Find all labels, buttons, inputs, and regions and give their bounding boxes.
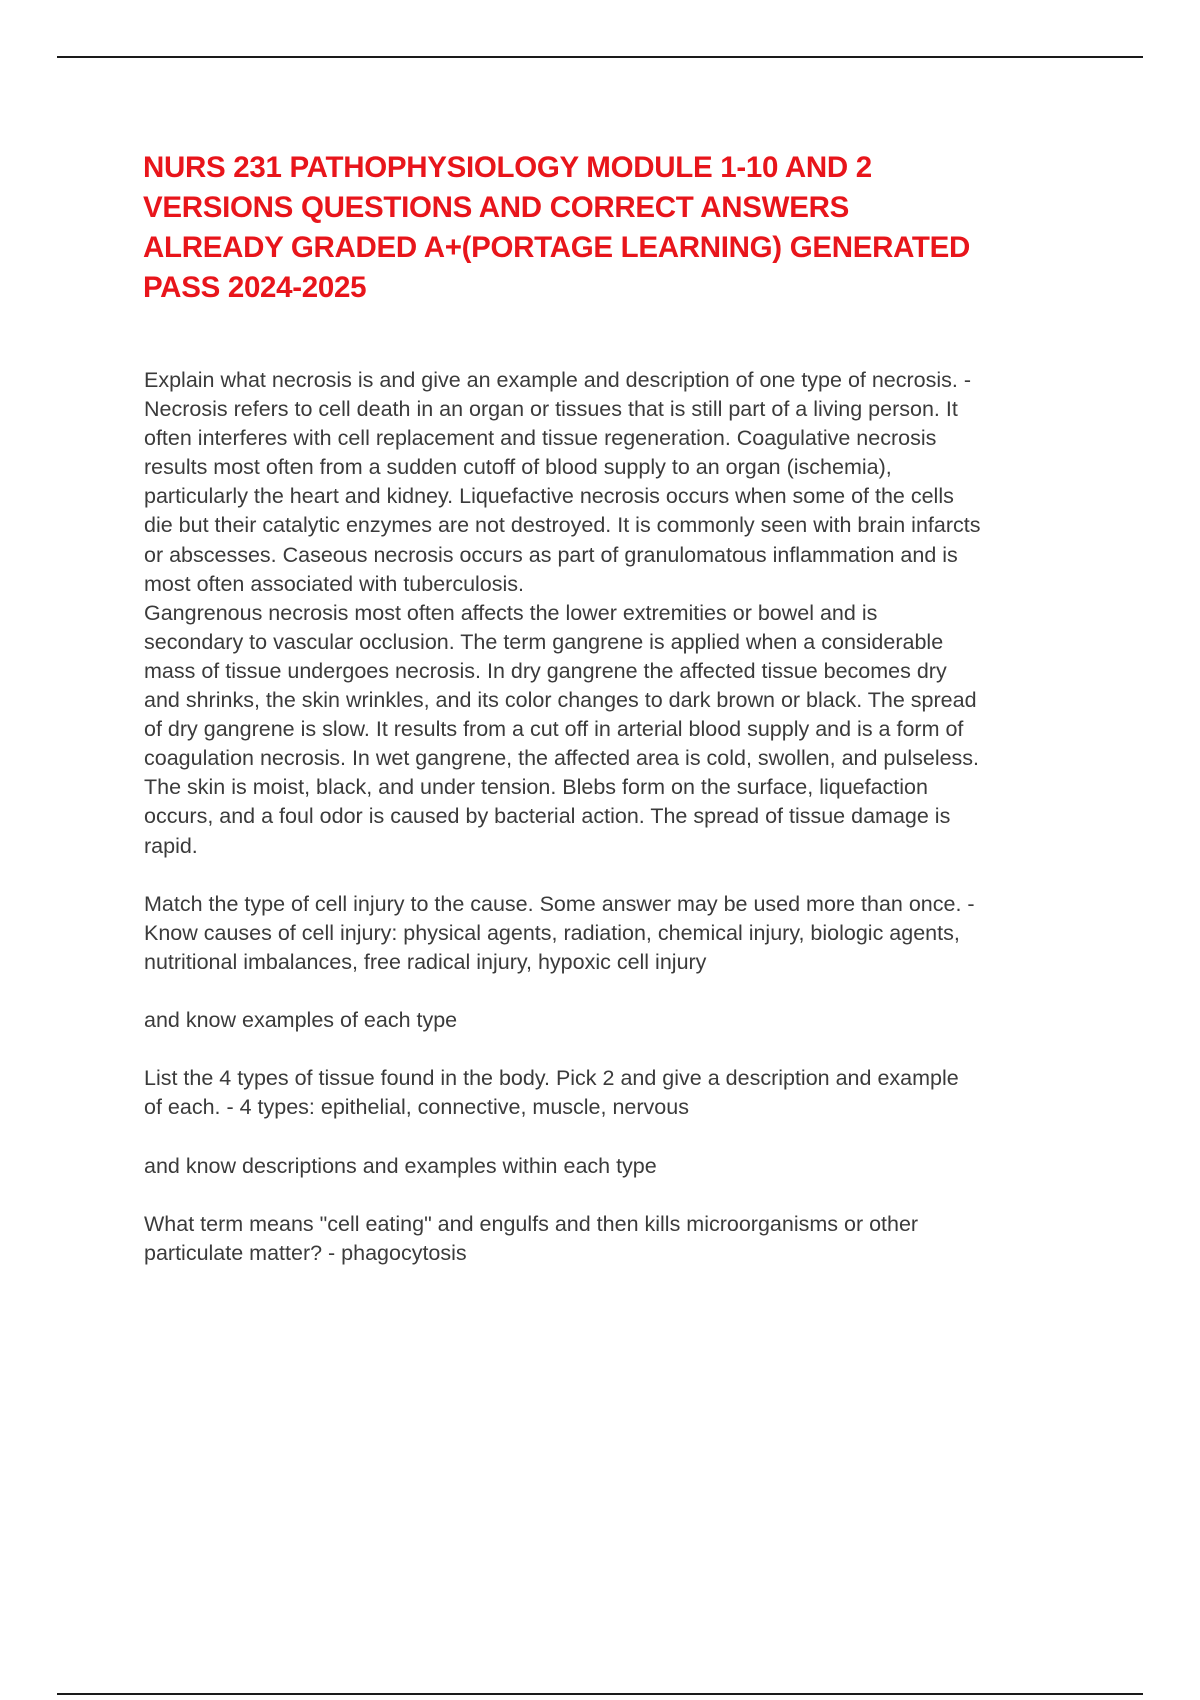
document-body xyxy=(144,366,1104,1268)
text-line: particulate matter? - phagocytosis xyxy=(144,1240,467,1265)
text-line: often interferes with cell replacement and tissue regeneration. Coagulative necrosis xyxy=(144,426,937,451)
title-line: NURS 231 PATHOPHYSIOLOGY MODULE 1-10 AND 2 xyxy=(143,151,872,184)
paragraph-tissue-types xyxy=(144,1064,1104,1122)
title-line: ALREADY GRADED A+(PORTAGE LEARNING) GENERATED xyxy=(143,231,971,264)
paragraph-gap xyxy=(144,1035,1104,1064)
title-line: VERSIONS QUESTIONS AND CORRECT ANSWERS xyxy=(143,191,849,224)
paragraph-gap xyxy=(144,1181,1104,1210)
paragraph-phagocytosis xyxy=(144,1210,1104,1268)
text-line: or abscesses. Caseous necrosis occurs as part of granulomatous inflammation and is xyxy=(144,542,958,567)
text-line: The skin is moist, black, and under tension. Blebs form on the surface, liquefaction xyxy=(144,775,928,800)
text-line: Explain what necrosis is and give an example and description of one type of necrosis. - xyxy=(144,368,972,392)
text-line: of each. - 4 types: epithelial, connective, muscle, nervous xyxy=(144,1095,689,1120)
paragraph-gap xyxy=(144,977,1104,1006)
text-line: die but their catalytic enzymes are not destroyed. It is commonly seen with brain infarcts xyxy=(144,513,981,538)
text-line: nutritional imbalances, free radical injury, hypoxic cell injury xyxy=(144,949,707,974)
document-title xyxy=(143,148,1095,308)
text-line: List the 4 types of tissue found in the body. Pick 2 and give a description and example xyxy=(144,1066,959,1091)
paragraph-cell-injury-examples xyxy=(144,1006,1104,1035)
text-line: Gangrenous necrosis most often affects the lower extremities or bowel and is xyxy=(144,600,878,625)
text-line: Know causes of cell injury: physical agents, radiation, chemical injury, biologic agents, xyxy=(144,920,960,945)
paragraph-gap xyxy=(144,861,1104,890)
text-line: results most often from a sudden cutoff of blood supply to an organ (ischemia), xyxy=(144,455,892,480)
text-line: and know descriptions and examples within each type xyxy=(144,1153,657,1178)
text-line: mass of tissue undergoes necrosis. In dry gangrene the affected tissue becomes dry xyxy=(144,658,947,683)
paragraph-cell-injury xyxy=(144,890,1104,977)
text-line: Match the type of cell injury to the cause. Some answer may be used more than once. - xyxy=(144,891,975,916)
text-line: and shrinks, the skin wrinkles, and its color changes to dark brown or black. The spread xyxy=(144,688,977,713)
bottom-rule xyxy=(57,1693,1143,1695)
text-line: occurs, and a foul odor is caused by bacterial action. The spread of tissue damage is xyxy=(144,804,951,829)
paragraph-gap xyxy=(144,1122,1104,1151)
text-line: secondary to vascular occlusion. The term gangrene is applied when a considerable xyxy=(144,629,944,654)
text-line: most often associated with tuberculosis. xyxy=(144,571,525,596)
text-line: of dry gangrene is slow. It results from a cut off in arterial blood supply and is a form of xyxy=(144,717,964,742)
text-line: coagulation necrosis. In wet gangrene, the affected area is cold, swollen, and pulseless. xyxy=(144,746,980,771)
text-line: and know examples of each type xyxy=(144,1008,458,1033)
paragraph-tissue-examples xyxy=(144,1152,1104,1181)
text-line: rapid. xyxy=(144,833,198,858)
text-line: Necrosis refers to cell death in an organ or tissues that is still part of a living person. It xyxy=(144,397,958,422)
top-rule xyxy=(57,56,1143,58)
text-line: particularly the heart and kidney. Liquefactive necrosis occurs when some of the cells xyxy=(144,484,954,509)
paragraph-necrosis xyxy=(144,366,1104,861)
text-line: What term means "cell eating" and engulfs and then kills microorganisms or other xyxy=(144,1211,919,1236)
title-line: PASS 2024-2025 xyxy=(143,271,367,304)
